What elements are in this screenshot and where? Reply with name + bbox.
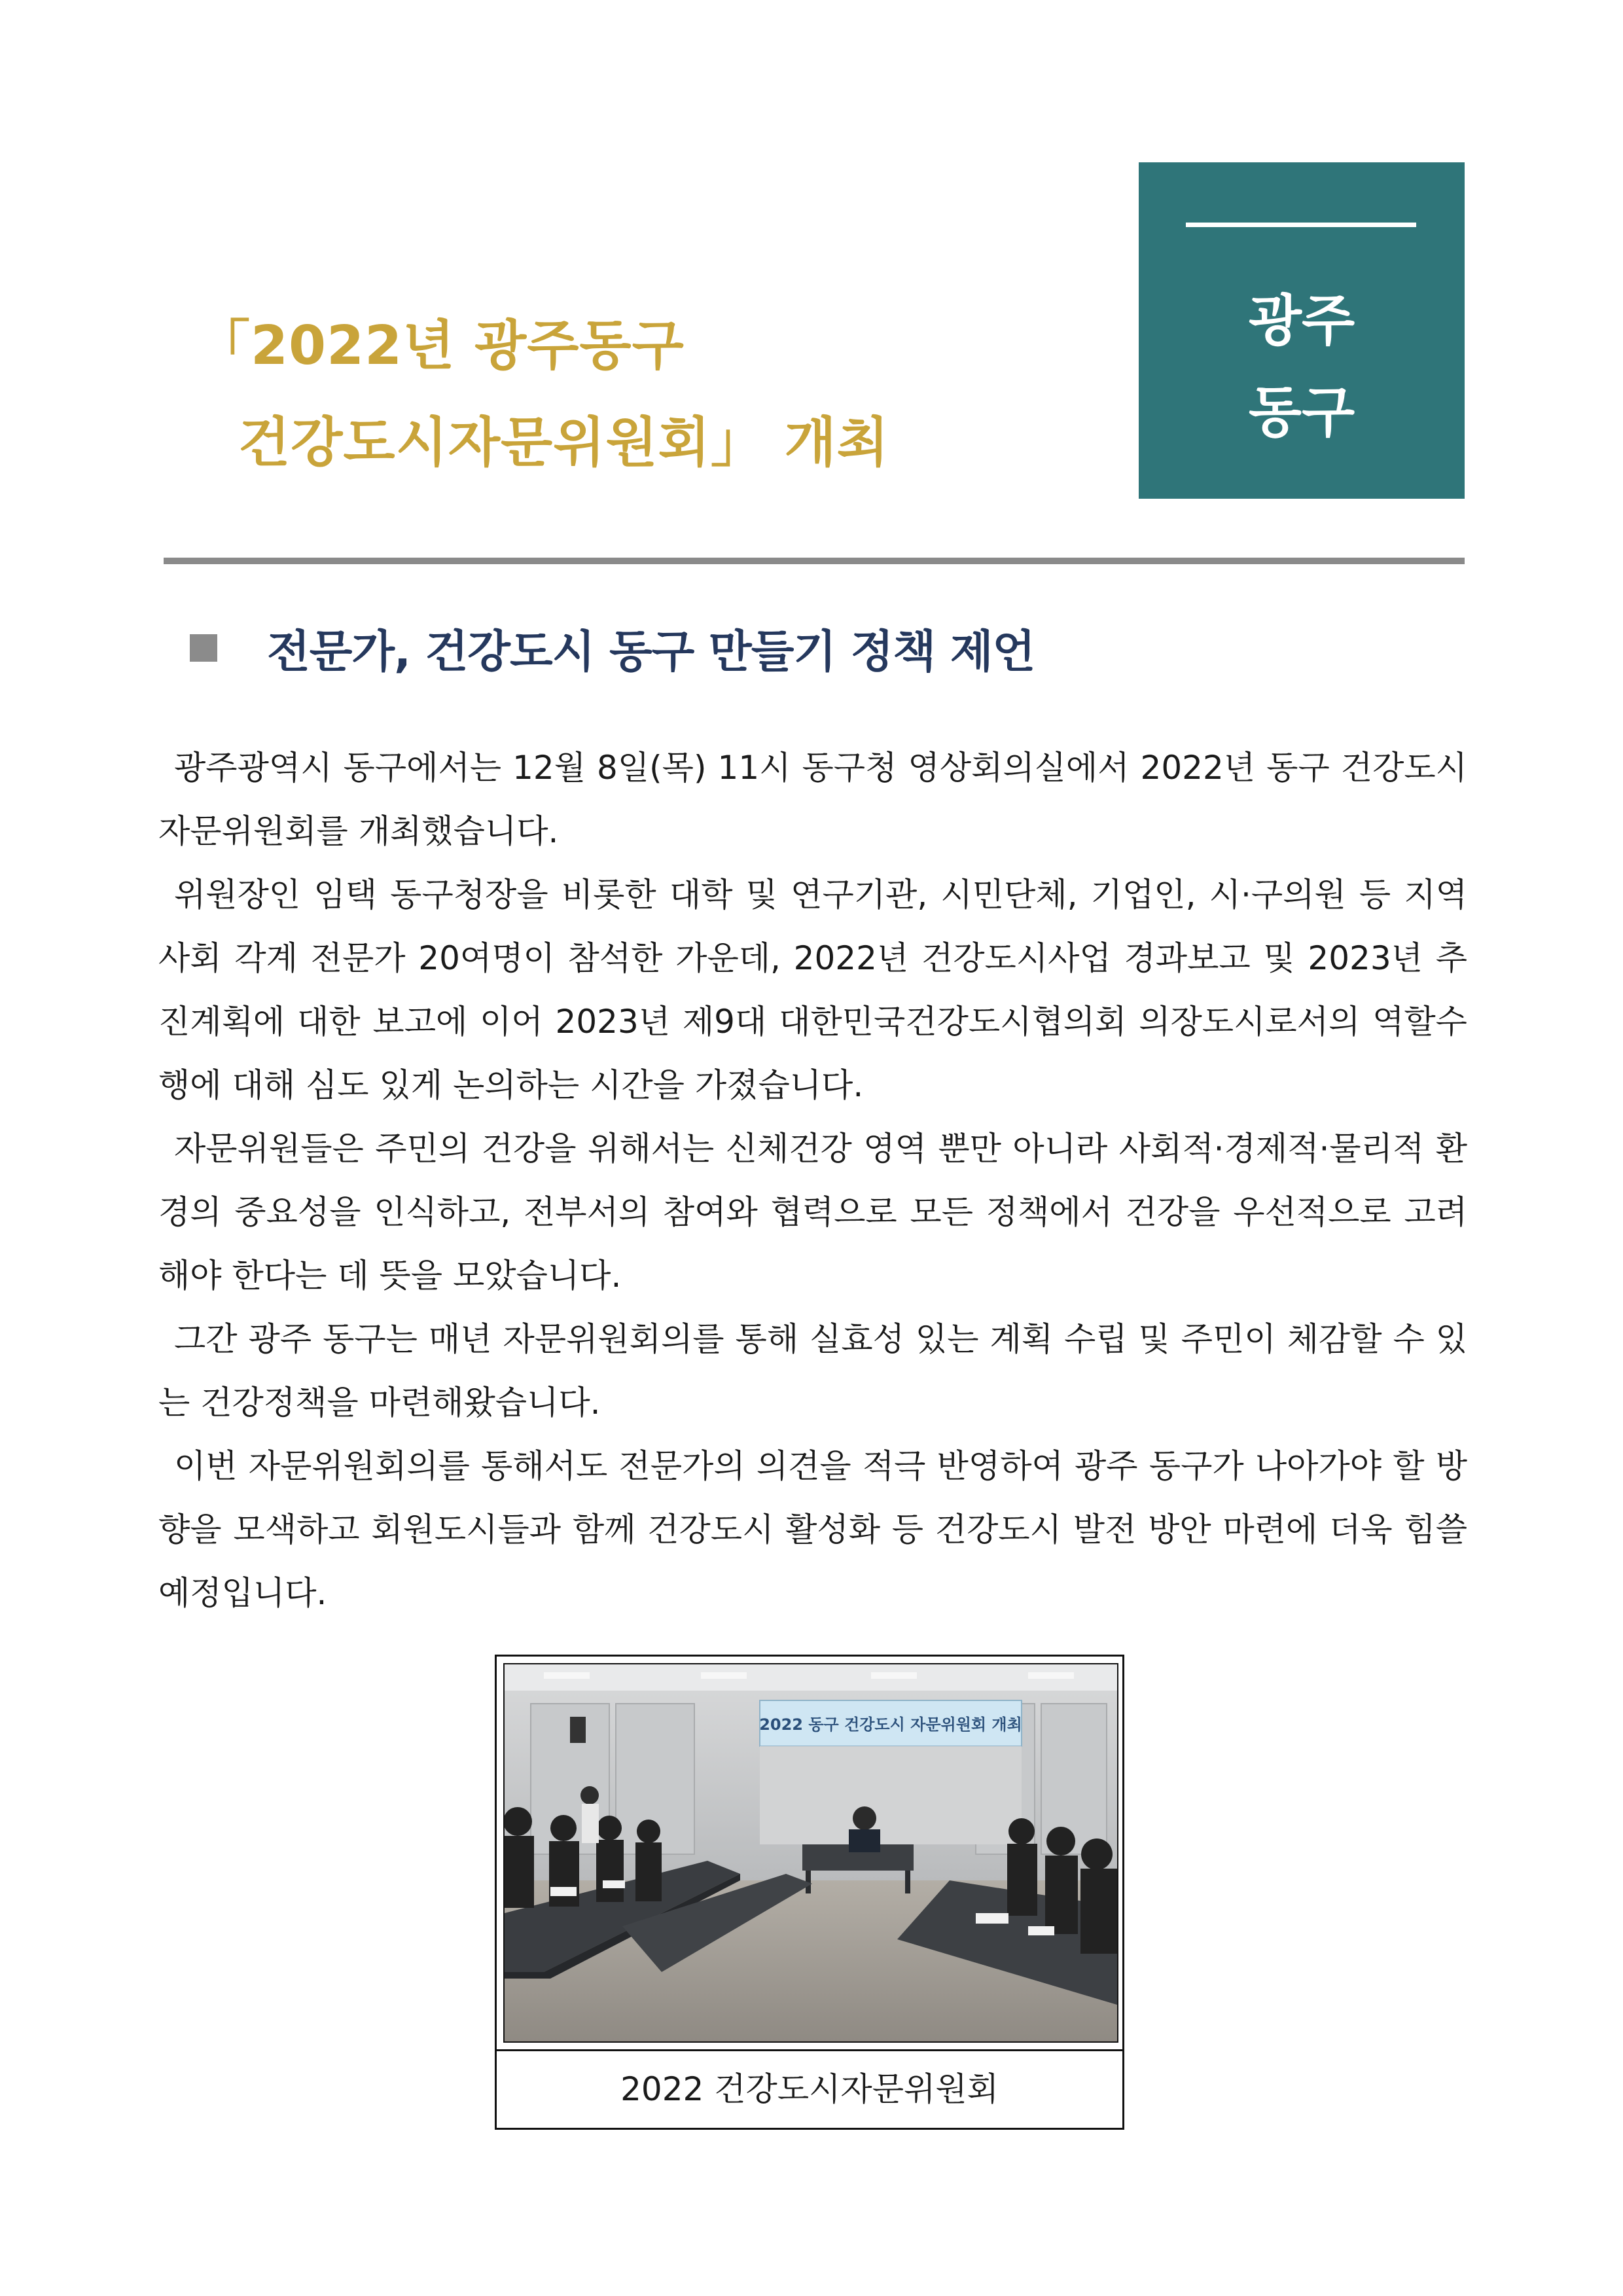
- article-body: [158, 736, 1467, 1625]
- photo-caption: 2022 건강도시자문위원회: [620, 2070, 999, 2108]
- square-bullet-icon: [190, 634, 217, 662]
- badge-line-2: 동구: [1248, 380, 1355, 444]
- section-heading: [190, 615, 1433, 681]
- header-divider: [164, 558, 1465, 564]
- title-line-1: 「2022년 광주동구: [196, 315, 685, 377]
- badge-line-1: 광주: [1248, 289, 1355, 353]
- title-line-2: 건강도시자문위원회」 개최: [238, 412, 889, 474]
- banner-text: 2022 동구 건강도시 자문위원회 개최: [759, 1715, 1022, 1734]
- meeting-photo-illustration: [505, 1664, 1117, 2041]
- paragraph-2: 위원장인 임택 동구청장을 비롯한 대학 및 연구기관, 시민단체, 기업인, 시·구의원 등 지역사회 각계 전문가 20여명이 참석한 가운데, 2022년 건강도시사업 경과보고 및 2023년 추진계획에 대한 보고에 이어 2023년 제9대 대한민국건강도시협의회 의장도시로서의 역할수행에 대해 심도 있게 논의하는 시간을 가졌습니다.: [158, 876, 1467, 1104]
- section-title: 전문가, 건강도시 동구 만들기 정책 제언: [267, 626, 1035, 678]
- district-badge: [1139, 162, 1465, 499]
- badge-text: [1139, 275, 1465, 458]
- badge-divider: [1186, 223, 1416, 227]
- paragraph-3: 자문위원들은 주민의 건강을 위해서는 신체건강 영역 뿐만 아니라 사회적·경제적·물리적 환경의 중요성을 인식하고, 전부서의 참여와 협력으로 모든 정책에서 건강을 우선적으로 고려해야 한다는 데 뜻을 모았습니다.: [158, 1130, 1467, 1295]
- paragraph-1: 광주광역시 동구에서는 12월 8일(목) 11시 동구청 영상회의실에서 2022년 동구 건강도시자문위원회를 개최했습니다.: [158, 749, 1467, 850]
- paragraph-4: 그간 광주 동구는 매년 자문위원회의를 통해 실효성 있는 계획 수립 및 주민이 체감할 수 있는 건강정책을 마련해왔습니다.: [158, 1320, 1467, 1422]
- document-title: [196, 298, 1113, 492]
- meeting-photo: [503, 1663, 1118, 2043]
- paragraph-5: 이번 자문위원회의를 통해서도 전문가의 의견을 적극 반영하여 광주 동구가 나아가야 할 방향을 모색하고 회원도시들과 함께 건강도시 활성화 등 건강도시 발전 방안 마련에 더욱 힘쓸 예정입니다.: [158, 1447, 1467, 1612]
- photo-frame: [495, 1655, 1124, 2130]
